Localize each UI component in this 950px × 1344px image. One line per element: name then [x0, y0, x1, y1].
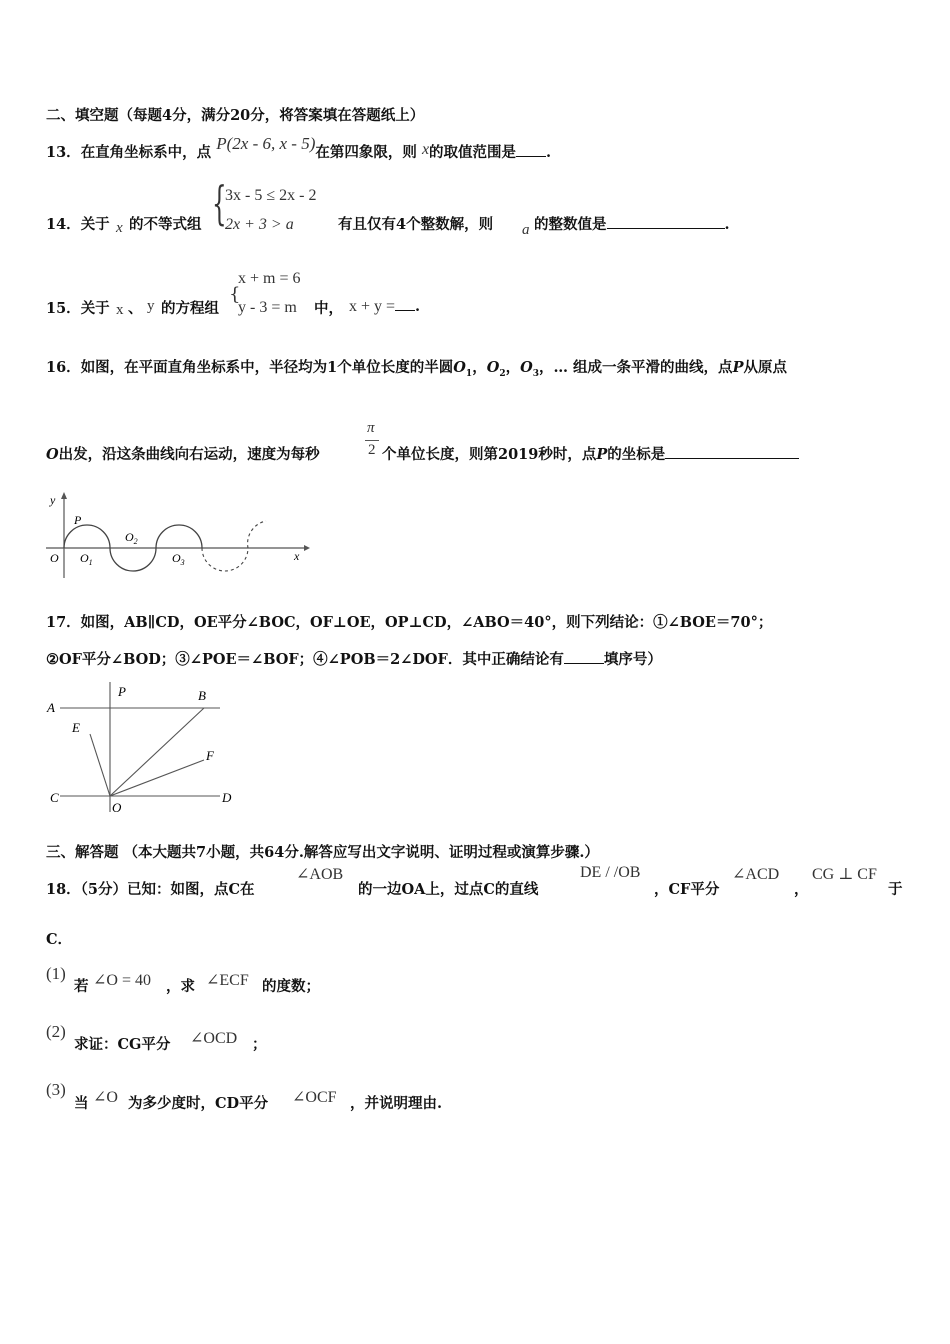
- q14-ineq-2: 2x + 3 > a: [225, 216, 294, 233]
- q14-ask: 的整数值是: [534, 216, 607, 233]
- q16-o2-sub: 2: [499, 368, 506, 379]
- q14-brace: {: [212, 176, 227, 230]
- q16-x-label: x: [294, 549, 300, 563]
- q18-part-1-c: 的度数；: [262, 978, 320, 995]
- q18-de: DE / /OB: [580, 864, 641, 881]
- q16-comma-2: ，: [505, 359, 521, 376]
- q17-answer-blank: [564, 651, 604, 664]
- q16-figure: [42, 486, 317, 586]
- q13-var: x: [421, 141, 430, 158]
- q18-part-3-number: (3): [46, 1080, 66, 1099]
- q13-end: .: [546, 144, 552, 161]
- q13-text-2: 在第四象限，则: [315, 144, 417, 161]
- q13-point: P(2x - 6, x - 5): [216, 134, 316, 153]
- question-17-line-2: [46, 648, 662, 669]
- q16-origin-o: O: [46, 446, 59, 463]
- q17-label-b: B: [198, 688, 206, 703]
- q16-number: 16．: [46, 359, 81, 376]
- q16-text-1: 如图，在平面直角坐标系中，半径均为1个单位长度的半圆: [80, 359, 454, 376]
- q18-part-2-b: ；: [252, 1036, 267, 1053]
- q15-y-var: y: [147, 298, 155, 314]
- q16-o1: O: [453, 359, 466, 376]
- q18-part-1-b: ，求: [166, 978, 195, 995]
- q17-line-of: [110, 760, 204, 796]
- q15-tail: [349, 298, 420, 316]
- q18-part-1-math-2: ∠ECF: [206, 972, 249, 989]
- q18-text-3: ，CF平分: [654, 881, 720, 898]
- q18-text-5: 于: [888, 881, 903, 898]
- q15-text-2: 的方程组: [161, 300, 219, 317]
- q13-text-3: 的取值范围是: [429, 144, 517, 161]
- q17-label-c: C: [50, 790, 59, 805]
- q18-cg: CG ⊥ CF: [812, 866, 877, 883]
- q17-label-a: A: [47, 700, 55, 715]
- q14-answer-blank: [607, 216, 725, 229]
- q18-part-3-math: ∠O: [93, 1089, 118, 1106]
- q13-answer-blank: [516, 144, 546, 157]
- q15-end: .: [415, 298, 421, 315]
- q15-number: 15．: [46, 300, 81, 317]
- q18-acd: ∠ACD: [732, 866, 780, 883]
- q16-y-label: y: [50, 493, 56, 507]
- q14-text-4: [534, 213, 730, 234]
- q14-var: x: [116, 220, 123, 236]
- q18-part-1-number: (1): [46, 964, 66, 983]
- q16-p-2: P: [596, 446, 608, 463]
- q16-text-5: 个单位长度，则第2019秒时，点: [382, 446, 597, 463]
- q15-x-var: x: [116, 302, 124, 318]
- q17-label-p: P: [118, 684, 126, 699]
- q16-p-label: P: [74, 513, 82, 527]
- q18-part-3-math-2: ∠OCF: [292, 1089, 337, 1106]
- q17-figure: [42, 680, 242, 820]
- q16-frac-bar: [365, 440, 379, 441]
- q16-text-6: 的坐标是: [607, 446, 666, 463]
- question-15-label: [46, 297, 110, 318]
- q15-eq-1: x + m = 6: [238, 270, 301, 287]
- q16-o2-label: $O_2$: [125, 530, 138, 546]
- q13-text-1: 在直角坐标系中，点: [80, 144, 212, 161]
- q15-brace: {: [229, 284, 241, 305]
- section3-title: 三、解答题 （本大题共7小题，共64分.解答应写出文字说明、证明过程或演算步骤.）: [46, 844, 599, 861]
- q14-number: 14．: [46, 216, 81, 233]
- q18-text-4: ，: [794, 881, 809, 898]
- q16-o3-label: $O_3$: [172, 551, 185, 567]
- q15-text-3: 中，: [314, 300, 343, 317]
- q17-text: ②OF平分∠BOD；③∠POE＝∠BOF；④∠POB＝2∠DOF．其中正确结论有: [46, 651, 564, 668]
- question-14-label: [46, 213, 110, 234]
- q14-text-2: 的不等式组: [129, 216, 202, 233]
- q15-eq-2: y - 3 = m: [238, 299, 297, 316]
- q17-label-o: O: [112, 800, 122, 815]
- q14-text-1: 关于: [80, 216, 110, 233]
- q18-part-2-number: (2): [46, 1022, 66, 1041]
- q18-text-6: C．: [46, 931, 73, 948]
- question-13: [46, 134, 552, 162]
- q16-text-2: ，… 组成一条平滑的曲线，点: [539, 359, 733, 376]
- q14-condition: 有且仅有4个整数解，则: [338, 216, 494, 233]
- q16-answer-blank: [665, 446, 799, 459]
- q14-ineq-1: 3x - 5 ≤ 2x - 2: [225, 187, 317, 204]
- q17-label-d: D: [222, 790, 232, 805]
- q18-part-3-a: 当: [74, 1095, 89, 1112]
- q18-part-1-math: ∠O = 40: [93, 972, 151, 989]
- q18-part-1-a: 若: [74, 978, 89, 995]
- q14-end: .: [724, 216, 730, 233]
- section2-title: 二、填空题（每题4分，满分20分，将答案填在答题纸上）: [46, 107, 425, 124]
- q16-text-4: 出发，沿这条曲线向右运动，速度为每秒: [58, 446, 320, 463]
- q16-o3: O: [520, 359, 533, 376]
- question-16-line-2a: [46, 443, 320, 464]
- q16-text-3: 从原点: [743, 359, 787, 376]
- question-17-line-1: 17．如图，AB∥CD，OE平分∠BOC，OF⊥OE，OP⊥CD，∠ABO＝40°，则下列结论：①∠BOE＝70°；: [46, 614, 773, 631]
- q16-y-arrow-icon: [61, 492, 67, 499]
- q16-o1-sub: 1: [465, 368, 473, 379]
- q17-line-oe: [90, 734, 110, 796]
- q16-o2: O: [486, 359, 500, 376]
- q17-label-f: F: [206, 748, 214, 763]
- q15-text-1: 关于: [80, 300, 110, 317]
- q16-curve-dashed: [202, 521, 266, 571]
- q16-frac-num: π: [367, 420, 375, 436]
- q18-part-3-c: ，并说明理由.: [350, 1095, 443, 1112]
- q16-o-label: O: [50, 551, 59, 565]
- q16-frac-den: 2: [368, 442, 376, 458]
- q17-label-e: E: [72, 720, 80, 735]
- question-16-line-2b: [382, 443, 799, 464]
- q18-part-2-math: ∠OCD: [190, 1030, 238, 1047]
- q16-comma-1: ，: [472, 359, 487, 376]
- q17-tail: 填序号）: [603, 651, 662, 668]
- q13-number: 13．: [46, 144, 81, 161]
- q18-text-1: 18．（5分）已知：如图，点C在: [46, 881, 255, 898]
- q18-text-2: 的一边OA上，过点C的直线: [358, 881, 539, 898]
- q18-aob: ∠AOB: [296, 866, 344, 883]
- q16-p: P: [732, 359, 744, 376]
- q16-o3-sub: 3: [532, 368, 539, 379]
- question-16-line-1: [46, 356, 787, 379]
- q15-answer-blank: [395, 298, 415, 311]
- q18-part-2-a: 求证：CG平分: [74, 1036, 171, 1053]
- q15-expr: x + y =: [349, 298, 396, 315]
- q16-x-arrow-icon: [304, 545, 310, 551]
- q14-a-var: a: [522, 222, 530, 238]
- q14-text-3: [338, 213, 493, 234]
- q18-part-3-b: 为多少度时，CD平分: [128, 1095, 269, 1112]
- q17-line-ob: [110, 708, 204, 796]
- q16-o1-label: $O_1$: [80, 551, 93, 567]
- q15-sep: 、: [128, 300, 143, 317]
